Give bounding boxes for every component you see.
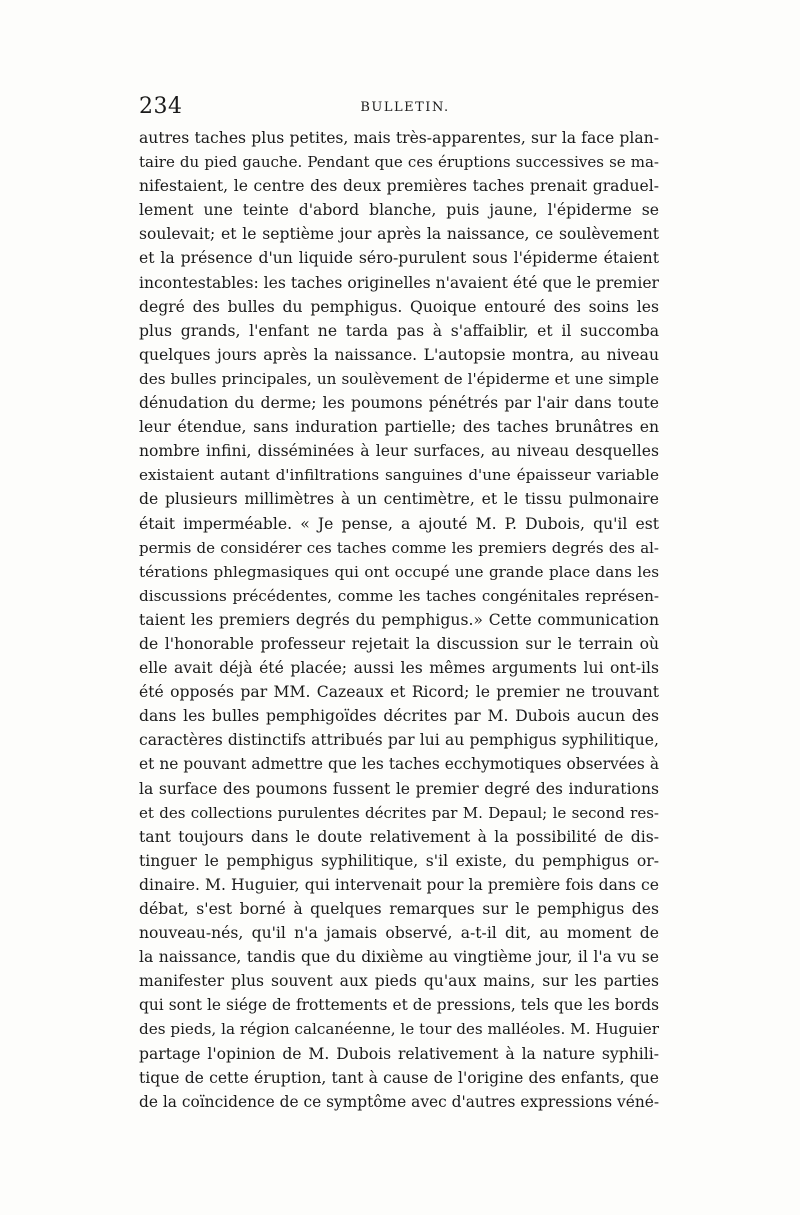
text-line: des pieds, la région calcanéenne, le tour des malléoles. M. Huguier — [139, 1020, 659, 1039]
text-line: permis de considérer ces taches comme les premiers degrés des al- — [139, 538, 659, 557]
text-line: tinguer le pemphigus syphilitique, s'il existe, du pemphigus or- — [139, 851, 659, 870]
text-line: tique de cette éruption, tant à cause de l'origine des enfants, que — [139, 1068, 659, 1087]
text-line: existaient autant d'infiltrations sanguines d'une épaisseur variable — [139, 466, 659, 485]
text-line: plus grands, l'enfant ne tarda pas à s'affaiblir, et il succomba — [139, 321, 659, 340]
text-line: de la coïncidence de ce symptôme avec d'autres expressions véné- — [139, 1092, 659, 1111]
text-line: était imperméable. « Je pense, a ajouté M. P. Dubois, qu'il est — [139, 514, 659, 533]
text-line: et ne pouvant admettre que les taches ecchymotiques observées à — [139, 755, 659, 774]
text-line: des bulles principales, un soulèvement de l'épiderme et une simple — [139, 369, 659, 388]
text-line: elle avait déjà été placée; aussi les mêmes arguments lui ont-ils — [139, 659, 659, 678]
text-line: leur étendue, sans induration partielle; des taches brunâtres en — [139, 418, 659, 437]
body-text — [139, 126, 659, 1114]
text-line: et des collections purulentes décrites par M. Depaul; le second res- — [139, 803, 659, 822]
text-line: nouveau-nés, qu'il n'a jamais observé, a-t-il dit, au moment de — [139, 924, 659, 943]
text-line: nombre infini, disséminées à leur surfaces, au niveau desquelles — [139, 442, 659, 461]
text-line: dénudation du derme; les poumons pénétrés par l'air dans toute — [139, 394, 659, 413]
text-line: nifestaient, le centre des deux premières taches prenait graduel- — [139, 177, 659, 196]
text-line: la surface des poumons fussent le premier degré des indurations — [139, 779, 659, 798]
text-line: autres taches plus petites, mais très-apparentes, sur la face plan- — [139, 129, 659, 147]
text-line: discussions précédentes, comme les taches congénitales représen- — [139, 586, 659, 605]
text-line: de l'honorable professeur rejetait la discussion sur le terrain où — [139, 634, 659, 653]
text-line: incontestables: les taches originelles n'avaient été que le premier — [139, 273, 659, 292]
text-line: tant toujours dans le doute relativement à la possibilité de dis- — [139, 827, 659, 846]
text-line: manifester plus souvent aux pieds qu'aux mains, sur les parties — [139, 972, 659, 991]
text-line: partage l'opinion de M. Dubois relativement à la nature syphili- — [139, 1044, 659, 1063]
text-line: caractères distinctifs attribués par lui au pemphigus syphilitique, — [139, 731, 659, 750]
text-line: taire du pied gauche. Pendant que ces éruptions successives se ma- — [139, 153, 659, 172]
text-line: été opposés par MM. Cazeaux et Ricord; le premier ne trouvant — [139, 683, 659, 702]
text-line: lement une teinte d'abord blanche, puis jaune, l'épiderme se — [139, 201, 659, 220]
running-title: BULLETIN. — [360, 100, 450, 115]
text-line: la naissance, tandis que du dixième au vingtième jour, il l'a vu se — [139, 948, 659, 967]
text-line: qui sont le siége de frottements et de pressions, tels que les bords — [139, 996, 659, 1015]
text-line: de plusieurs millimètres à un centimètre, et le tissu pulmonaire — [139, 490, 659, 509]
text-line: degré des bulles du pemphigus. Quoique entouré des soins les — [139, 297, 659, 316]
page-number: 234 — [139, 94, 183, 119]
text-line: dinaire. M. Huguier, qui intervenait pour la première fois dans ce — [139, 875, 659, 894]
text-line: débat, s'est borné à quelques remarques sur le pemphigus des — [139, 900, 659, 918]
text-line: quelques jours après la naissance. L'autopsie montra, au niveau — [139, 345, 659, 364]
text-line: et la présence d'un liquide séro-purulent sous l'épiderme étaient — [139, 249, 659, 268]
text-line: soulevait; et le septième jour après la naissance, ce soulèvement — [139, 225, 659, 244]
text-line: térations phlegmasiques qui ont occupé une grande place dans les — [139, 562, 659, 581]
text-line: taient les premiers degrés du pemphigus.» Cette communication — [139, 610, 659, 629]
text-line: dans les bulles pemphigoïdes décrites par M. Dubois aucun des — [139, 707, 659, 726]
